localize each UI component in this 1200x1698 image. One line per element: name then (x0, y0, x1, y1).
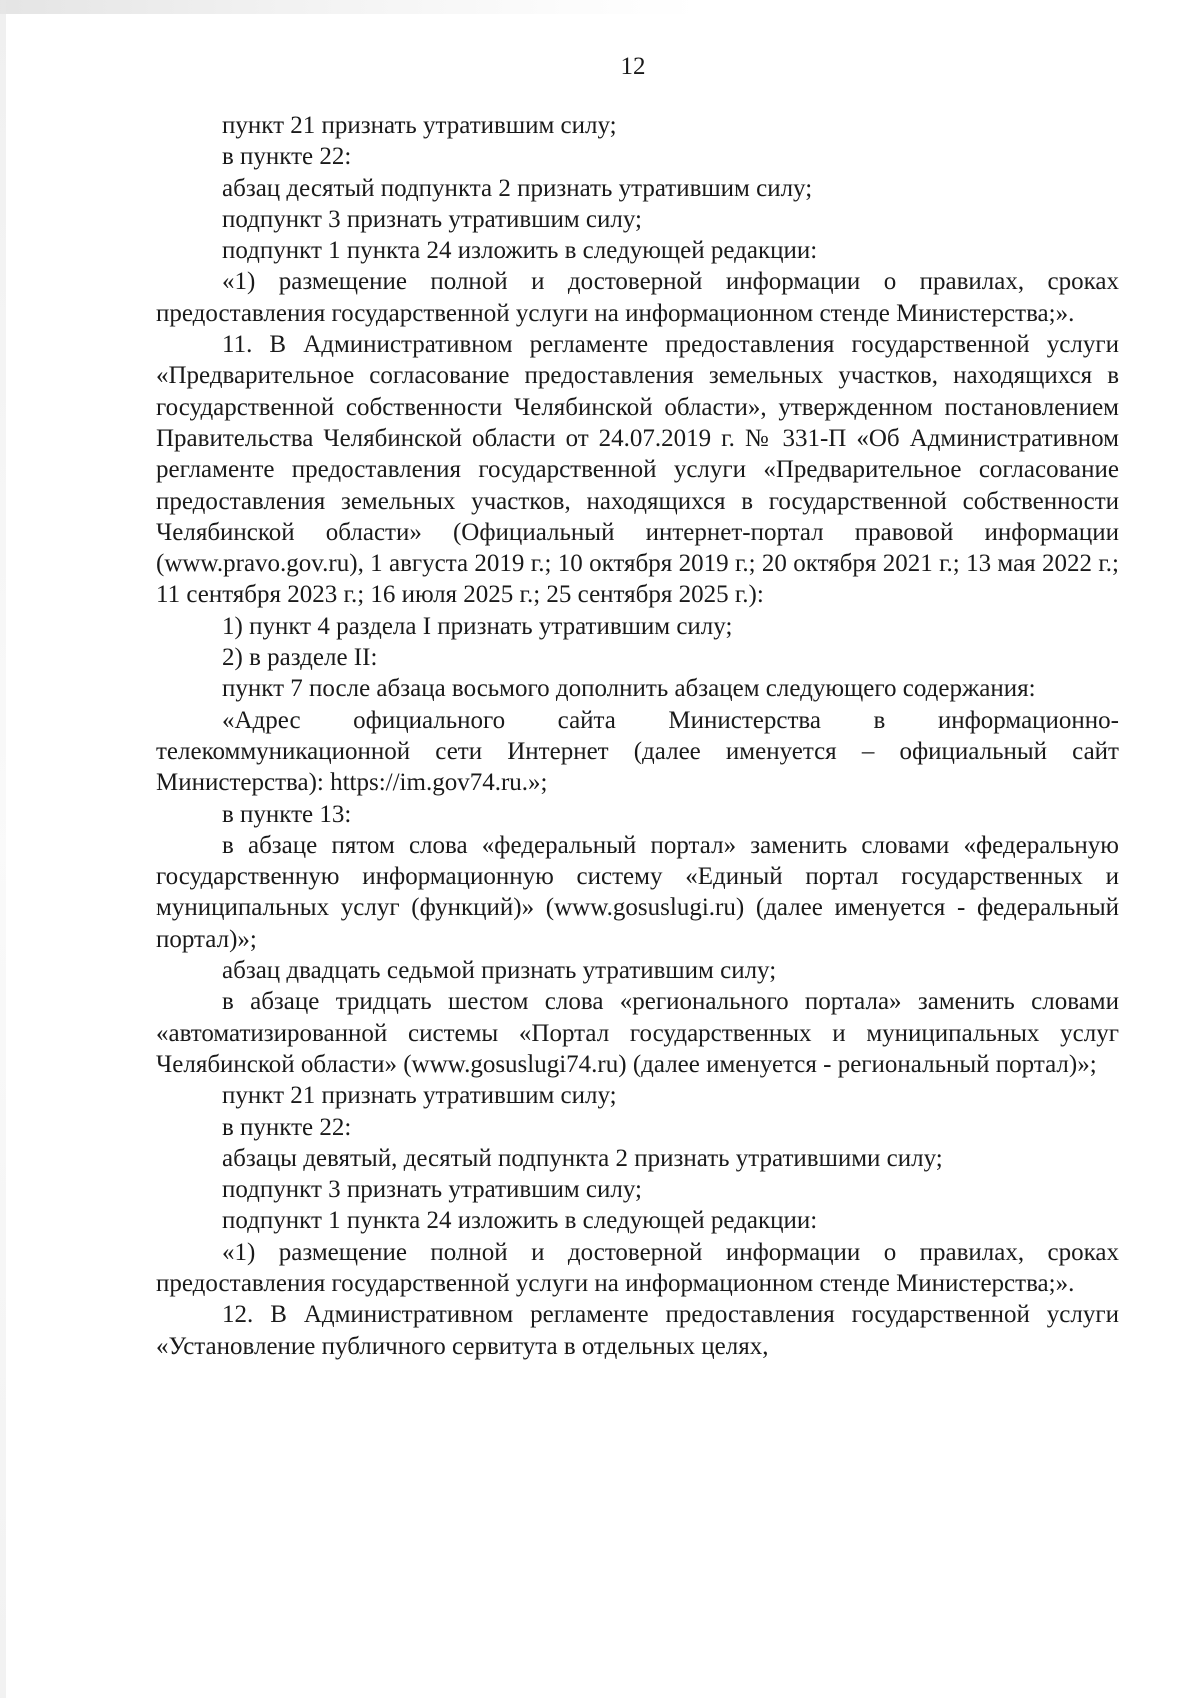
paragraph: абзац десятый подпункта 2 признать утратившим силу; (222, 174, 813, 202)
paragraph: пункт 21 признать утратившим силу; (222, 112, 617, 139)
paragraph: подпункт 3 признать утратившим силу; (222, 1176, 642, 1204)
paragraph: в пункте 22: (222, 1113, 352, 1141)
document-body (156, 110, 1119, 1362)
paragraph: «1) размещение полной и достоверной информации о правилах, сроках предоставления государственной услуги на информационном стенде Министерства;». (156, 1238, 1119, 1297)
paragraph: в пункте 13: (222, 800, 352, 828)
page-number: 12 (620, 53, 646, 80)
paragraph: 12. В Административном регламенте предоставления государственной услуги «Установление публичного сервитута в отдельных целях, (156, 1301, 1119, 1360)
paragraph: 1) пункт 4 раздела I признать утратившим силу; (222, 612, 733, 640)
paragraph: абзацы девятый, десятый подпункта 2 признать утратившими силу; (222, 1144, 943, 1172)
scan-left-edge-artifact (0, 0, 6, 1698)
paragraph: подпункт 1 пункта 24 изложить в следующей редакции: (222, 1207, 818, 1235)
paragraph: в абзаце пятом слова «федеральный портал» заменить словами «федеральную государственную информационную систему «Единый портал государственных и муниципальных услуг (функций)» (www.gosuslugi.ru) (далее именуется - федеральный портал)»; (156, 831, 1119, 953)
paragraph: абзац двадцать седьмой признать утратившим силу; (222, 957, 777, 985)
paragraph: подпункт 3 признать утратившим силу; (222, 205, 642, 233)
paragraph: пункт 7 после абзаца восьмого дополнить абзацем следующего содержания: (222, 675, 1036, 703)
paragraph: в абзаце тридцать шестом слова «регионального портала» заменить словами «автоматизированной системы «Портал государственных и муниципальных услуг Челябинской области» (www.gosuslugi74.ru) (далее именуется - региональный портал)»; (156, 988, 1119, 1078)
paragraph: в пункте 22: (222, 143, 352, 171)
paragraph: подпункт 1 пункта 24 изложить в следующей редакции: (222, 237, 818, 265)
paragraph: 2) в разделе II: (222, 644, 378, 672)
scan-edge-artifact (0, 0, 700, 14)
paragraph: «1) размещение полной и достоверной информации о правилах, сроках предоставления государственной услуги на информационном стенде Министерства;». (156, 268, 1119, 327)
paragraph: 11. В Административном регламенте предоставления государственной услуги «Предварительное согласование предоставления земельных участков, находящихся в государственной собственности Челябинской области», утвержденном постановлением Правительства Челябинской области от 24.07.2019 г. № 331-П «Об Административном регламенте предоставления государственной услуги «Предварительное согласование предоставления земельных участков, находящихся в государственной собственности Челябинской области» (Официальный интернет-портал правовой информации (www.pravo.gov.ru), 1 августа 2019 г.; 10 октября 2019 г.; 20 октября 2021 г.; 13 мая 2022 г.; 11 сентября 2023 г.; 16 июля 2025 г.; 25 сентября 2025 г.): (156, 331, 1119, 609)
paragraph: пункт 21 признать утратившим силу; (222, 1082, 617, 1110)
paragraph: «Адрес официального сайта Министерства в информационно-телекоммуникационной сети Интернет (далее именуется – официальный сайт Министерства): https://im.gov74.ru.»; (156, 706, 1119, 797)
